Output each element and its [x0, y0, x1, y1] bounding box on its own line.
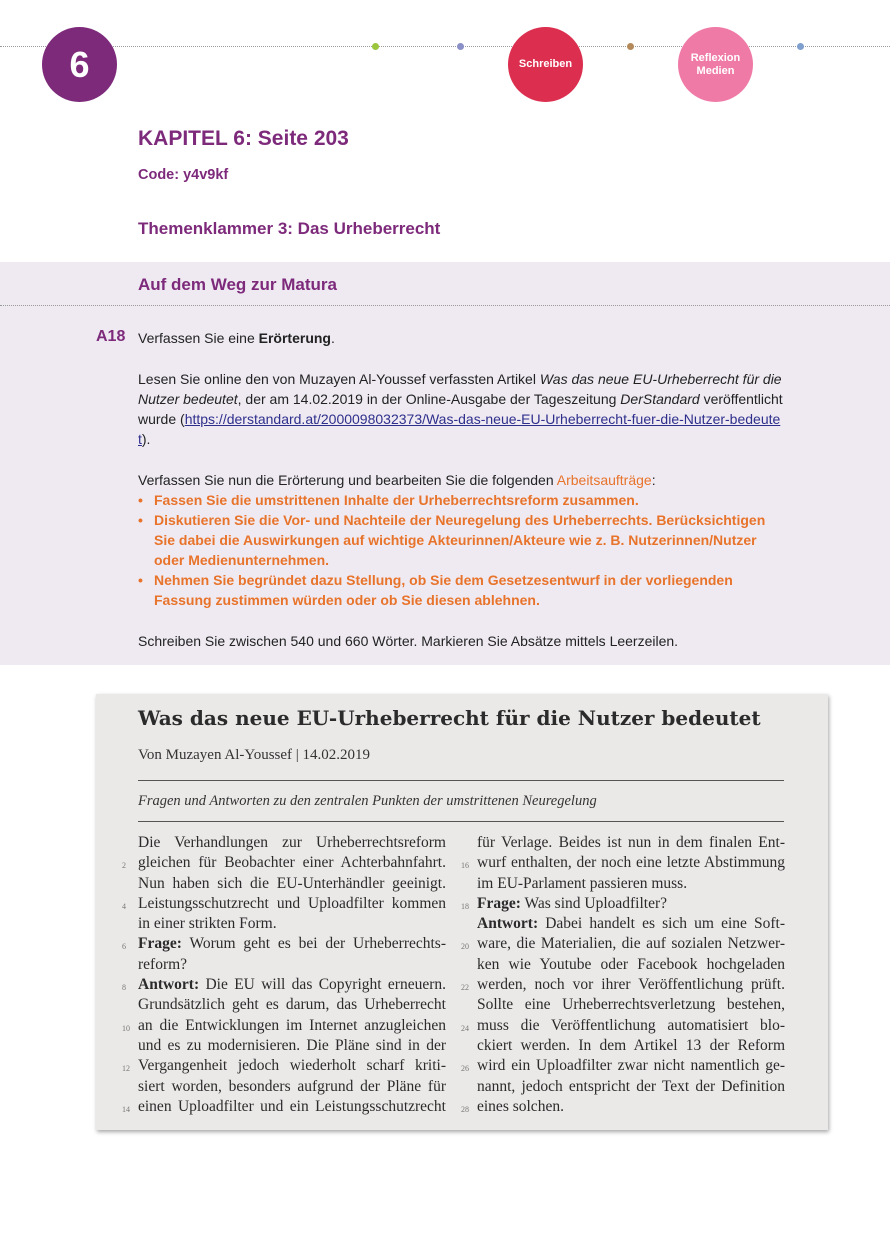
- assignment-item: • Nehmen Sie begründet dazu Stellung, ob Sie dem Gesetzesentwurf in der vorliegenden Fassung zustimmen würden oder ob Sie diesen ablehnen.: [138, 570, 788, 610]
- header-dot: [457, 43, 464, 50]
- task-intro: Verfassen Sie eine Erörterung.: [138, 330, 335, 346]
- article-line: [461, 1056, 785, 1076]
- article-divider: [138, 821, 784, 822]
- article-line-text: und es zu modernisieren. Die Pläne sind in der: [138, 1036, 446, 1054]
- article-line-text: werden, noch vor ihrer Veröffentlichung prüft.: [477, 976, 785, 994]
- article-line-text: gleichen für Beobachter einer Achterbahnfahrt.: [138, 854, 446, 872]
- header-dot: [627, 43, 634, 50]
- article-line: [122, 975, 446, 995]
- article-line: [477, 833, 785, 853]
- assignment-list: [138, 490, 788, 610]
- article-line: [122, 1056, 446, 1076]
- article-line: [138, 1077, 446, 1097]
- article-line: [477, 1077, 785, 1097]
- article-keyword: Antwort:: [138, 976, 200, 994]
- article-line-text: Vergangenheit jedoch wiederholt scharf kriti-: [138, 1057, 446, 1075]
- assignment-item: • Diskutieren Sie die Vor- und Nachteile der Neuregelung des Urheberrechts. Berücksichtigen Sie dabei die Auswirkungen auf wichtige Akteurinnen/Akteure wie z. B. Nutzerinnen/Nutzer oder Medienunternehmen.: [138, 510, 788, 570]
- article-divider: [138, 780, 784, 781]
- line-number: 22: [461, 983, 469, 993]
- article-line-text: eines solchen.: [477, 1097, 564, 1115]
- article-line: [122, 894, 446, 914]
- line-number: 18: [461, 901, 469, 911]
- line-number: 4: [122, 901, 126, 911]
- article-line-text: Was sind Uploadfilter?: [520, 894, 668, 912]
- line-number: 12: [122, 1064, 130, 1074]
- article-line: [461, 1016, 785, 1036]
- article-subtitle: Fragen und Antworten zu den zentralen Punkten der umstrittenen Neuregelung: [138, 793, 597, 809]
- task-assignments: Verfassen Sie nun die Erörterung und bearbeiten Sie die folgenden Arbeitsaufträge: • Fassen Sie die umstrittenen Inhalte der Urheberrechtsreform zusammen. • Diskutieren Sie die Vor- und Nachteile der Neuregelung des Urheberrechts. Berücksichtigen Sie dabei die Auswirkungen auf wichtige Akteurinnen/Akteure wie z. B. Nutzerinnen/Nutzer oder Medienunternehmen. • Nehmen Sie begründet dazu Stellung, ob Sie dem Gesetzesentwurf in der vorliegenden Fassung zustimmen würden oder ob Sie diesen ablehnen.: [138, 470, 788, 610]
- line-number: 20: [461, 942, 469, 952]
- line-number: 24: [461, 1023, 469, 1033]
- article-line-text: für Verlage. Beides ist nun in dem finalen Ent-: [477, 834, 785, 851]
- section-heading: Auf dem Weg zur Matura: [138, 275, 337, 294]
- article-line: [122, 934, 446, 954]
- article-title: Was das neue EU-Urheberrecht für die Nutzer bedeutet: [138, 706, 761, 730]
- article-line-text: Die EU will das Copyright erneuern.: [199, 976, 446, 994]
- article-line: [138, 914, 446, 934]
- article-keyword: Frage:: [138, 935, 182, 953]
- header-dotted-line: [0, 46, 890, 47]
- section-dotted-line: [0, 305, 890, 306]
- header-dot: [372, 43, 379, 50]
- article-line: [461, 1097, 785, 1117]
- line-number: 10: [122, 1023, 130, 1033]
- article-line: [461, 894, 785, 914]
- article-card: [96, 694, 828, 1130]
- article-line-text: Die Verhandlungen zur Urheberrechtsreform: [138, 834, 446, 851]
- article-line-text: ken wie Youtube oder Facebook hochgeladen: [477, 955, 785, 973]
- article-line-text: wird ein Uploadfilter zwar nicht namentlich ge-: [477, 1057, 785, 1075]
- article-link[interactable]: https://derstandard.at/2000098032373/Was-das-neue-EU-Urheberrecht-fuer-die-Nutzer-bedeutet: [138, 411, 781, 447]
- article-line: [461, 975, 785, 995]
- article-line-text: in einer strikten Form.: [138, 915, 277, 933]
- assignment-item: • Fassen Sie die umstrittenen Inhalte der Urheberrechtsreform zusammen.: [138, 490, 788, 510]
- article-line-text: einen Uploadfilter und ein Leistungsschutzrecht: [138, 1097, 446, 1115]
- chapter-number-badge: 6: [42, 27, 117, 102]
- article-line-text: siert worden, besonders aufgrund der Pläne für: [138, 1077, 446, 1095]
- article-line-text: Dabei handelt es sich um eine Soft-: [538, 915, 785, 933]
- chapter-heading: KAPITEL 6: Seite 203: [138, 127, 349, 150]
- article-line-text: Nun haben sich die EU-Unterhändler geeinigt.: [138, 874, 446, 892]
- line-number: 8: [122, 983, 126, 993]
- article-keyword: Frage:: [477, 894, 521, 912]
- theme-heading: Themenklammer 3: Das Urheberrecht: [138, 219, 441, 238]
- article-line: [477, 995, 785, 1015]
- article-line-text: Worum geht es bei der Urheberrechts-: [181, 935, 446, 953]
- line-number: 16: [461, 861, 469, 871]
- tag-schreiben: Schreiben: [508, 27, 583, 102]
- article-line-text: an die Entwicklungen im Internet anzugleichen: [138, 1016, 446, 1034]
- line-number: 2: [122, 861, 126, 871]
- article-line: [122, 1097, 446, 1117]
- article-line: [138, 955, 446, 975]
- article-line: [138, 995, 446, 1015]
- line-number: 28: [461, 1104, 469, 1114]
- article-line-text: im EU-Parlament passieren muss.: [477, 874, 688, 892]
- article-line: [461, 853, 785, 873]
- code-heading: Code: y4v9kf: [138, 167, 229, 183]
- tag-reflexion-medien: [678, 27, 753, 102]
- article-line-text: ckiert werden. In dem Artikel 13 der Reform: [477, 1036, 785, 1054]
- article-line-text: nannt, jedoch entspricht der Text der Definition: [477, 1077, 785, 1095]
- article-column-left: [122, 833, 446, 1117]
- header-dot: [797, 43, 804, 50]
- article-line: [461, 934, 785, 954]
- article-line: [122, 853, 446, 873]
- article-keyword: Antwort:: [477, 915, 539, 933]
- task-label: A18: [96, 328, 126, 345]
- task-reading-instructions: Lesen Sie online den von Muzayen Al-Youssef verfassten Artikel Was das neue EU-Urheberrecht für die Nutzer bedeutet, der am 14.02.2019 in der Online-Ausgabe der Tageszeitung DerStandard veröffentlicht wurde (https://derstandard.at/2000098032373/Was-das-neue-EU-Urheberrecht-fuer-die-Nutzer-bedeutet).: [138, 371, 783, 447]
- task-closing: Schreiben Sie zwischen 540 und 660 Wörter. Markieren Sie Absätze mittels Leerzeilen.: [138, 633, 679, 649]
- line-number: 14: [122, 1104, 130, 1114]
- article-line-text: wurf enthalten, der noch eine letzte Abstimmung: [477, 854, 785, 872]
- article-line: [138, 874, 446, 894]
- article-line-text: ware, die Materialien, die auf sozialen Netzwer-: [477, 935, 785, 953]
- article-line: [138, 833, 446, 853]
- article-line: [477, 874, 785, 894]
- article-line: [477, 955, 785, 975]
- tag-label: Reflexion Medien: [690, 51, 741, 77]
- article-line-text: reform?: [138, 955, 188, 973]
- article-line-text: Grundsätzlich geht es darum, das Urheberrecht: [138, 996, 446, 1014]
- article-column-right: [461, 833, 785, 1117]
- line-number: 6: [122, 942, 126, 952]
- article-line: [477, 914, 785, 934]
- article-byline: Von Muzayen Al-Youssef | 14.02.2019: [138, 747, 371, 763]
- line-number: 26: [461, 1064, 469, 1074]
- article-line: [138, 1036, 446, 1056]
- article-line-text: Leistungsschutzrecht und Uploadfilter kommen: [138, 894, 446, 912]
- article-line: [477, 1036, 785, 1056]
- article-line-text: Sollte eine Urheberrechtsverletzung bestehen,: [477, 996, 785, 1014]
- article-line-text: muss die Veröffentlichung automatisiert blo-: [477, 1016, 785, 1034]
- article-line: [122, 1016, 446, 1036]
